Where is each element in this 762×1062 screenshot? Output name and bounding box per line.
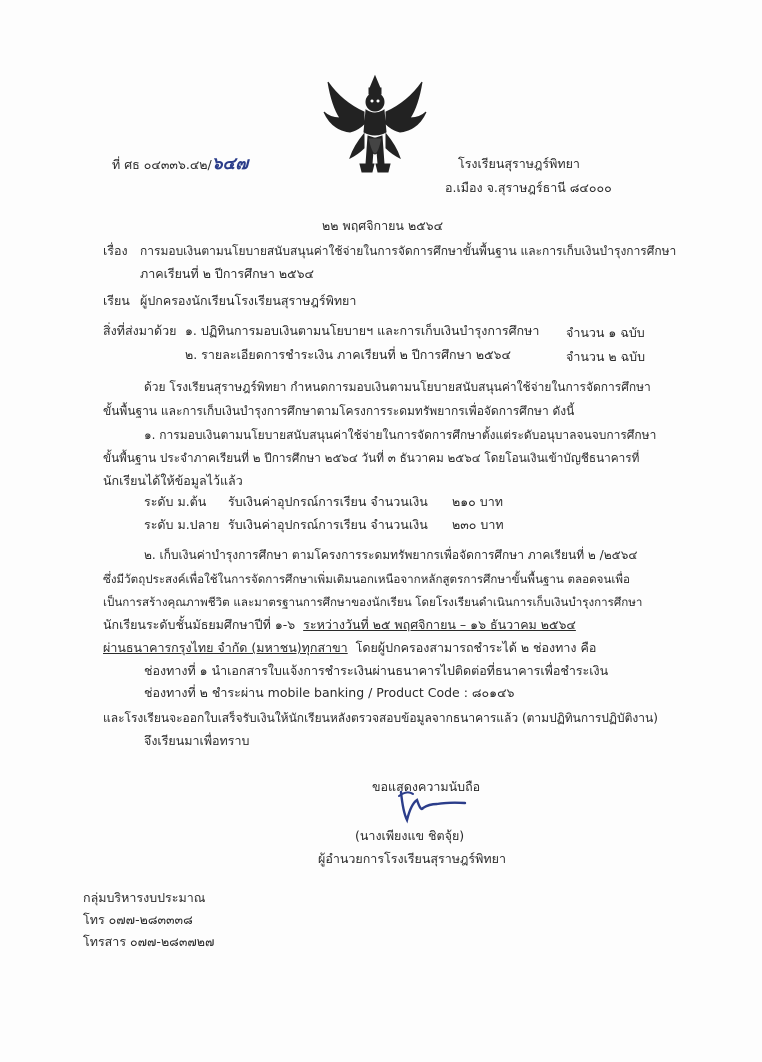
school-address: อ.เมือง จ.สุราษฎร์ธานี ๘๔๐๐๐ [445,180,612,195]
level-row-1-level: ระดับ ม.ต้น [144,494,207,509]
level-row-2-level: ระดับ ม.ปลาย [144,517,220,532]
paragraph-2-line-5-end: โดยผู้ปกครองสามารถชำระได้ ๒ ช่องทาง คือ [355,640,597,655]
garuda-emblem-icon [320,72,430,180]
signatory-position: ผู้อำนวยการโรงเรียนสุราษฎร์พิทยา [318,851,506,866]
intro-line-2: ขั้นพื้นฐาน และการเก็บเงินบำรุงการศึกษาตามโครงการระดมทรัพยากรเพื่อจัดการศึกษา ดังนี้ [103,404,575,418]
intro-line-1: ด้วย โรงเรียนสุราษฎร์พิทยา กำหนดการมอบเงินตามนโยบายสนับสนุนค่าใช้จ่ายในการจัดการศึกษา [144,380,651,394]
level-row-1-amount: ๒๑๐ บาท [452,494,503,509]
footer-department: กลุ่มบริหารงบประมาณ [83,890,206,905]
bank-name: ผ่านธนาคารกรุงไทย จำกัด (มหาชน)ทุกสาขา [103,640,348,655]
attachment-item-1: ๑. ปฏิทินการมอบเงินตามนโยบายฯ และการเก็บเงินบำรุงการศึกษา [185,323,540,338]
recipient-label: เรียน [103,293,130,308]
reference-handwritten-number: ๖๔๗ [211,154,249,174]
handwritten-signature [393,782,473,828]
closing-regards: ขอแสดงความนับถือ [372,779,481,794]
paragraph-1-line-2: ขั้นพื้นฐาน ประจำภาคเรียนที่ ๒ ปีการศึกษา ๒๕๖๔ วันที่ ๓ ธันวาคม ๒๕๖๔ โดยโอนเงินเข้าบัญชีธนาคารที่ [103,451,640,465]
paragraph-2-line-4 [103,617,576,633]
reference-number [112,156,248,173]
subject-label: เรื่อง [103,243,128,258]
school-name: โรงเรียนสุราษฎร์พิทยา [458,156,580,171]
paragraph-1-line-3: นักเรียนได้ให้ข้อมูลไว้แล้ว [103,473,243,488]
paragraph-2-line-2: ซึ่งมีวัตถุประสงค์เพื่อใช้ในการจัดการศึกษาเพิ่มเติมนอกเหนือจากหลักสูตรการศึกษาขั้นพื้นฐาน ตลอดจนเพื่อ [103,572,630,586]
paragraph-1-line-1: ๑. การมอบเงินตามนโยบายสนับสนุนค่าใช้จ่ายในการจัดการศึกษาตั้งแต่ระดับอนุบาลจนจบการศึกษา [144,428,657,442]
reference-prefix: ที่ ศธ ๐๔๓๓๖.๔๒/ [112,157,212,172]
attachment-qty-2: จำนวน ๒ ฉบับ [566,349,646,364]
paragraph-2-line-3: เป็นการสร้างคุณภาพชีวิต และมาตรฐานการศึกษาของนักเรียน โดยโรงเรียนดำเนินการเก็บเงินบำรุงการศึกษา [103,595,643,609]
level-row-2-desc: รับเงินค่าอุปกรณ์การเรียน จำนวนเงิน [228,517,428,532]
paragraph-2-line-1: ๒. เก็บเงินค่าบำรุงการศึกษา ตามโครงการระดมทรัพยากรเพื่อจัดการศึกษา ภาคเรียนที่ ๒ /๒๕๖๔ [144,548,638,562]
payment-period: ระหว่างวันที่ ๒๕ พฤศจิกายน – ๑๖ ธันวาคม ๒๕๖๔ [303,617,576,632]
receipt-note: และโรงเรียนจะออกใบเสร็จรับเงินให้นักเรียนหลังตรวจสอบข้อมูลจากธนาคารแล้ว (ตามปฏิทินการปฏิบัติงาน) [103,711,658,725]
level-row-1-desc: รับเงินค่าอุปกรณ์การเรียน จำนวนเงิน [228,494,428,509]
level-row-2-amount: ๒๓๐ บาท [452,517,504,532]
paragraph-2-line-5 [103,640,596,656]
signatory-name: (นางเพียงแข ชิตจุ้ย) [355,828,465,843]
footer-fax: โทรสาร ๐๗๗-๒๘๓๗๒๗ [83,934,215,949]
subject-line-2: ภาคเรียนที่ ๒ ปีการศึกษา ๒๕๖๔ [140,266,314,281]
attachments-label: สิ่งที่ส่งมาด้วย [103,323,177,338]
paragraph-2-line-4-start: นักเรียนระดับชั้นมัธยมศึกษาปีที่ ๑-๖ [103,617,296,632]
attachment-qty-1: จำนวน ๑ ฉบับ [566,325,645,340]
payment-channel-1: ช่องทางที่ ๑ นำเอกสารใบแจ้งการชำระเงินผ่านธนาคารไปติดต่อที่ธนาคารเพื่อชำระเงิน [144,663,609,678]
subject-line-1: การมอบเงินตามนโยบายสนับสนุนค่าใช้จ่ายในการจัดการศึกษาขั้นพื้นฐาน และการเก็บเงินบำรุงการศึกษา [140,244,677,258]
letter-date: ๒๒ พฤศจิกายน ๒๕๖๔ [322,218,444,233]
recipient-text: ผู้ปกครองนักเรียนโรงเรียนสุราษฎร์พิทยา [140,293,357,308]
attachment-item-2: ๒. รายละเอียดการชำระเงิน ภาคเรียนที่ ๒ ปีการศึกษา ๒๕๖๔ [185,347,511,362]
closing-request: จึงเรียนมาเพื่อทราบ [144,733,250,748]
payment-channel-2: ช่องทางที่ ๒ ชำระผ่าน mobile banking / Product Code : ๘๐๑๔๖ [144,685,515,700]
footer-phone: โทร ๐๗๗-๒๘๓๓๓๘ [83,912,193,927]
